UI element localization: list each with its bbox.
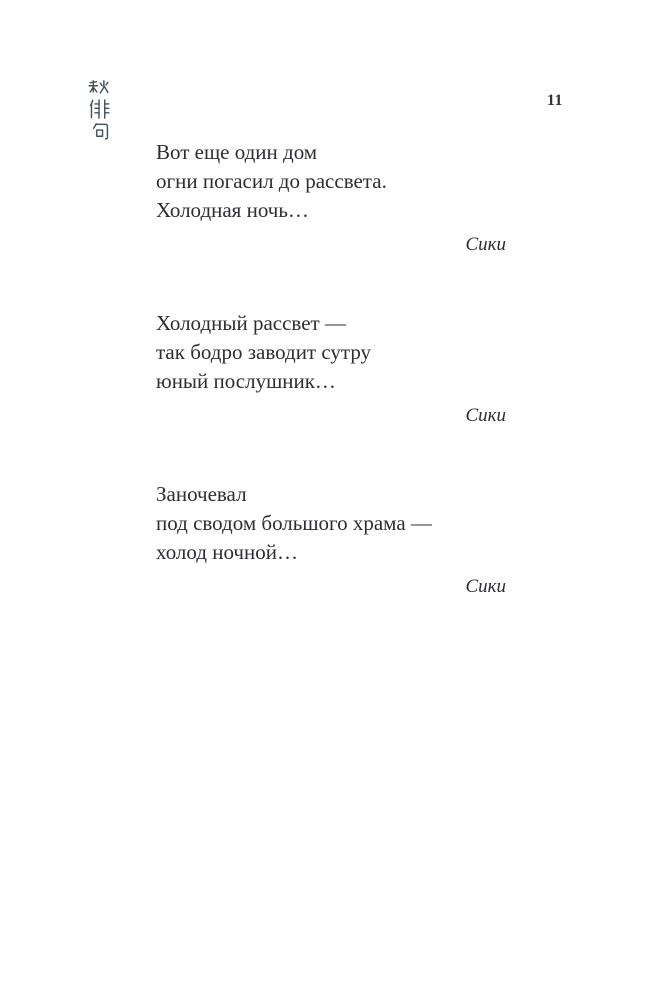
poem-line: Холодный рассвет —	[156, 311, 346, 335]
poems-column	[156, 138, 506, 651]
page-number: 11	[546, 92, 563, 109]
kanji-margin-mark-icon	[88, 80, 110, 142]
poem-line: юный послушник…	[156, 369, 336, 393]
poem	[156, 309, 506, 428]
poem-line: холод ночной…	[156, 540, 298, 564]
poem	[156, 138, 506, 257]
kanji-autumn-haiku-strokes	[88, 80, 110, 142]
poem-line: Вот еще один дом	[156, 140, 318, 164]
poem-line: Холодная ночь…	[156, 198, 309, 222]
poem-line: Заночевал	[156, 482, 247, 506]
poem-line: огни погасил до рассвета.	[156, 169, 387, 193]
poem	[156, 480, 506, 599]
poem-line: так бодро заводит сутру	[156, 340, 372, 364]
poem-line: под сводом большого храма —	[156, 511, 432, 535]
poem-author: Сики	[465, 405, 506, 426]
poem-author: Сики	[465, 576, 506, 597]
poem-author: Сики	[465, 234, 506, 255]
